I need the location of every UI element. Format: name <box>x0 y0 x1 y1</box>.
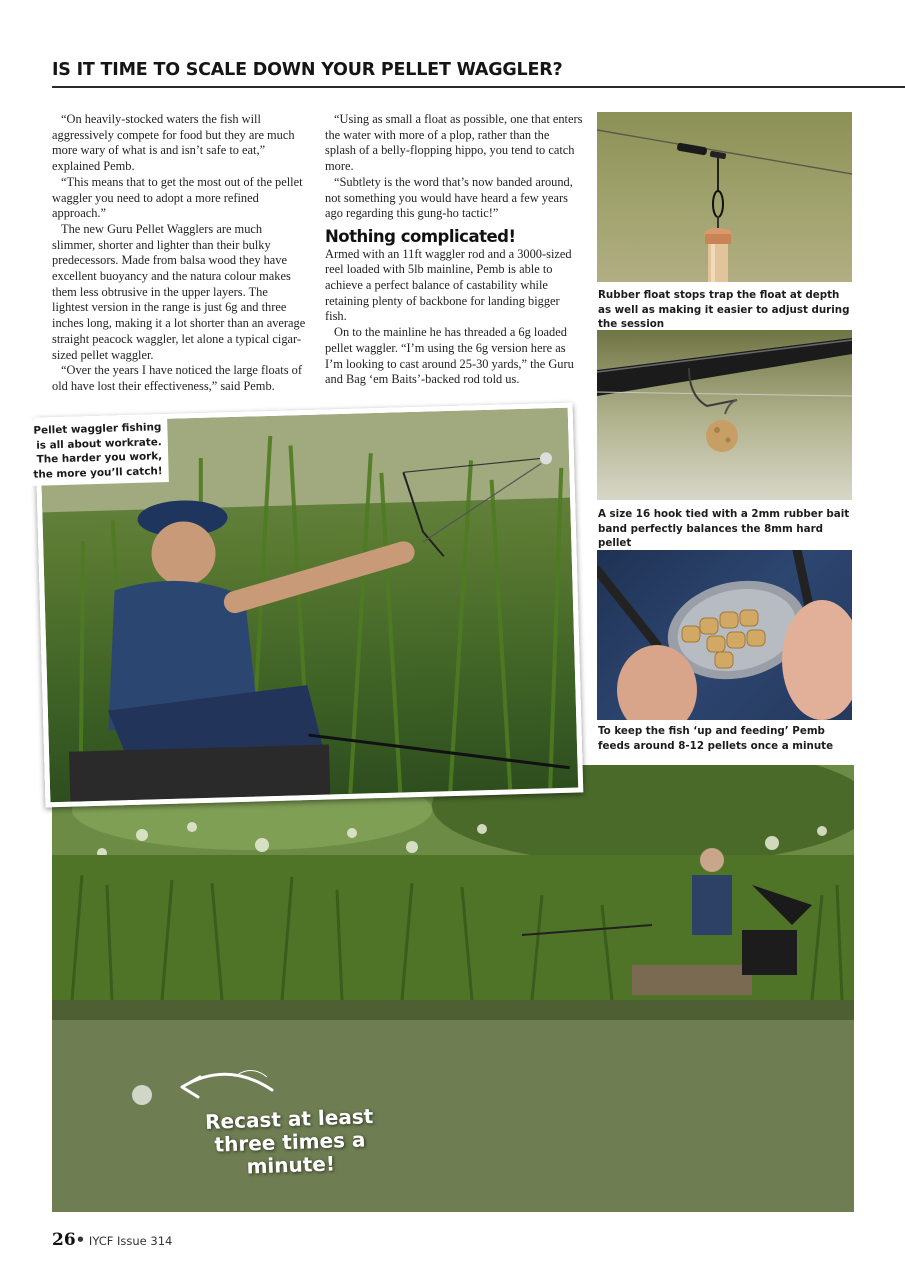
page-folio <box>52 1230 172 1250</box>
article-column-1 <box>52 112 307 395</box>
paragraph: “Over the years I have noticed the large floats of old have lost their effectiveness,” said Pemb. <box>52 363 302 393</box>
paragraph: “Using as small a float as possible, one that enters the water with more of a plop, rather than the splash of a belly-flopping hippo, you tend to catch more. <box>325 112 583 174</box>
paragraph: The new Guru Pellet Wagglers are much slimmer, shorter and lighter than their bulky predecessors. Made from balsa wood they have excellent buoyancy and the natura colour makes them less obtrusive in the upper layers. The lightest version in the range is just 6g and three inches long, making it a lot shorter than an average straight peacock waggler, let alone a typical cigar-sized pellet waggler. <box>52 221 306 362</box>
hook-photo <box>597 330 852 500</box>
pellets-photo <box>597 550 852 720</box>
headline: IS IT TIME TO SCALE DOWN YOUR PELLET WAGGLER? <box>52 60 563 80</box>
hook-photo-caption: A size 16 hook tied with a 2mm rubber bait band perfectly balances the 8mm hard pellet <box>598 508 850 549</box>
pellets-photo-caption: To keep the fish ‘up and feeding’ Pemb feeds around 8-12 pellets once a minute <box>598 725 834 752</box>
article-column-2 <box>325 112 583 388</box>
headline-rule <box>52 86 905 88</box>
magazine-issue: IYCF Issue 314 <box>88 1234 173 1248</box>
paragraph: “On heavily-stocked waters the fish will aggressively compete for food but they are much more wary of what is and isn’t safe to eat,” explained Pemb. <box>52 112 295 174</box>
workrate-callout: Pellet waggler fishing is all about workrate. The harder you work, the more you’ll catch! <box>25 416 169 486</box>
paragraph: On to the mainline he has threaded a 6g loaded pellet waggler. “I’m using the 6g version here as I’m looking to cast around 25-30 yards,” the Guru and Bag ‘em Baits’-backed rod told us. <box>325 325 574 387</box>
folio-bullet: • <box>75 1231 86 1249</box>
float-stop-photo <box>597 112 852 282</box>
page-number: 26 <box>52 1230 76 1250</box>
paragraph: “Subtlety is the word that’s now banded around, not something you would have heard a few years ago regarding this gung-ho tactic!” <box>325 174 573 221</box>
lake-photo <box>52 765 854 1212</box>
subheading: Nothing complicated! <box>325 226 516 246</box>
paragraph: Armed with an 11ft waggler rod and a 3000-sized reel loaded with 5lb mainline, Pemb is able to achieve a perfect balance of castability while retaining plenty of backbone for landing bigger fish. <box>325 246 572 324</box>
recast-annotation: Recast at least three times a minute! <box>204 1104 374 1179</box>
paragraph: “This means that to get the most out of the pellet waggler you need to adopt a more refined approach.” <box>52 174 303 221</box>
float-photo-caption: Rubber float stops trap the float at depth as well as making it easier to adjust during the session <box>598 289 850 330</box>
